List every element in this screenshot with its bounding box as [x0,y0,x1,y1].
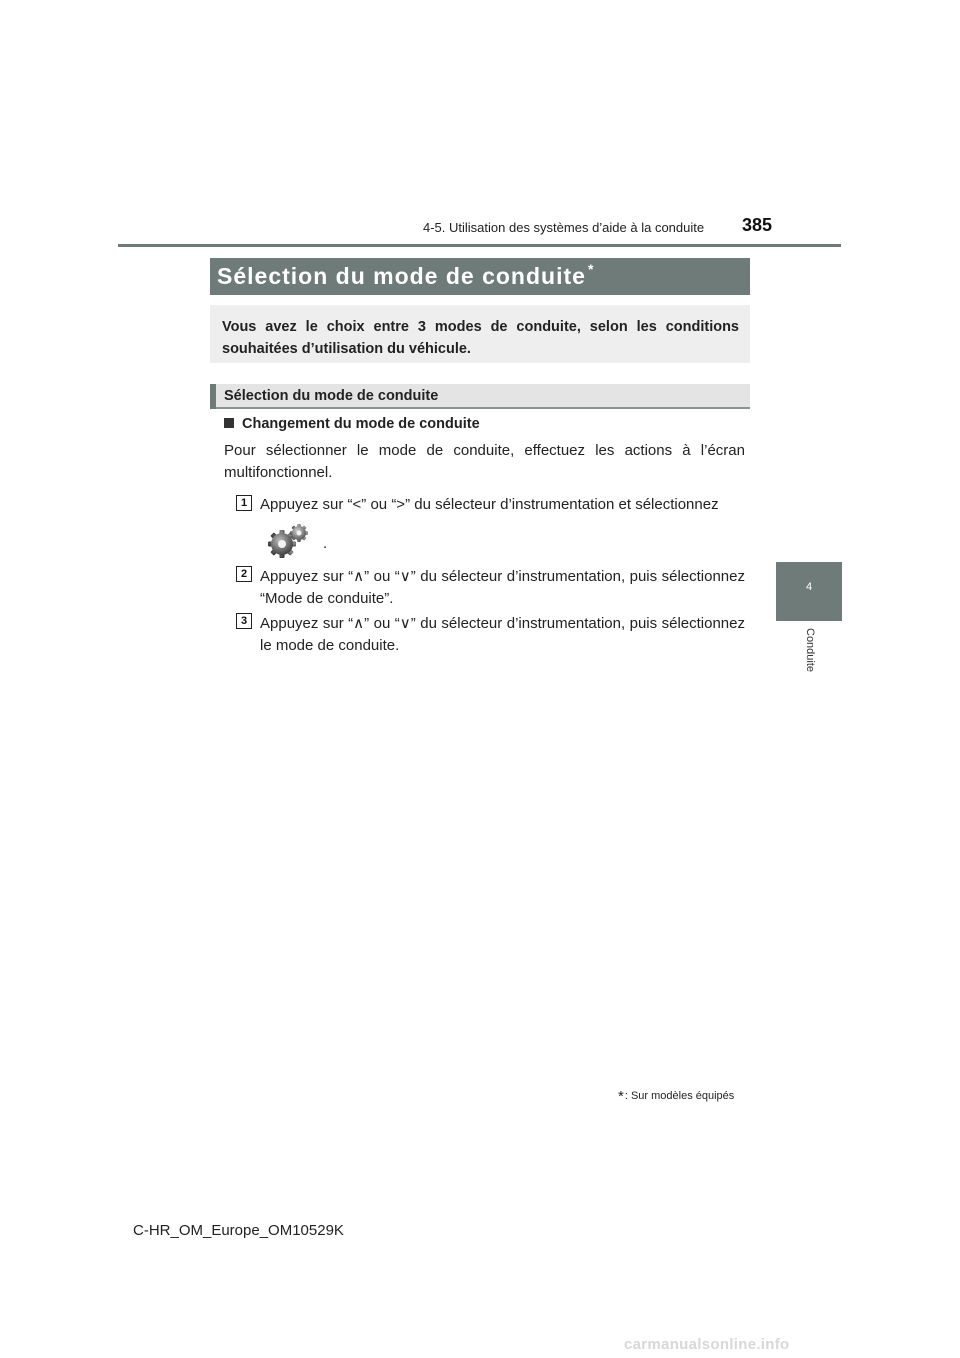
intro-text: Vous avez le choix entre 3 modes de conduite, selon les conditions souhaitées d’utilisation du véhicule. [222,319,739,357]
running-header: 4-5. Utilisation des systèmes d’aide à la conduite [423,220,705,235]
footnote-text: : Sur modèles équipés [624,1090,735,1102]
header-rule [118,244,841,247]
square-bullet-icon [224,418,234,428]
subsection-title: Sélection du mode de conduite [224,388,439,404]
title-footnote-marker: * [587,261,595,277]
footnote-marker: * [618,1088,624,1105]
chapter-label: Conduite [804,628,816,673]
bullet-heading [224,416,480,432]
chapter-tab [776,562,842,621]
step-number-badge: 3 [236,613,252,629]
settings-gears-icon [266,523,310,559]
intro-box [210,305,750,363]
step-text: Appuyez sur “∧” ou “∨” du sélecteur d’instrumentation, puis sélectionnez “Mode de conduite”. [260,568,745,607]
footnote [618,1088,734,1105]
subsection-heading-bar [210,384,750,409]
bullet-heading-text: Changement du mode de conduite [242,416,480,432]
section-title-bar [210,258,750,295]
watermark: carmanualsonline.info [624,1336,790,1353]
step-number-badge: 2 [236,566,252,582]
step-text: Appuyez sur “∧” ou “∨” du sélecteur d’instrumentation, puis sélectionnez le mode de conduite. [260,615,745,654]
chapter-number: 4 [805,581,813,593]
section-title [217,261,594,290]
document-id: C-HR_OM_Europe_OM10529K [133,1222,344,1239]
step-text-end: . [323,535,328,552]
subsection-accent [210,384,216,409]
body-paragraph: Pour sélectionner le mode de conduite, effectuez les actions à l’écran multifonctionnel. [224,442,745,481]
section-title-text: Sélection du mode de conduite [217,263,586,289]
page-number: 385 [742,215,773,235]
step-text: Appuyez sur “<” ou “>” du sélecteur d’instrumentation et sélectionnez [260,496,719,513]
step-number-badge: 1 [236,495,252,511]
